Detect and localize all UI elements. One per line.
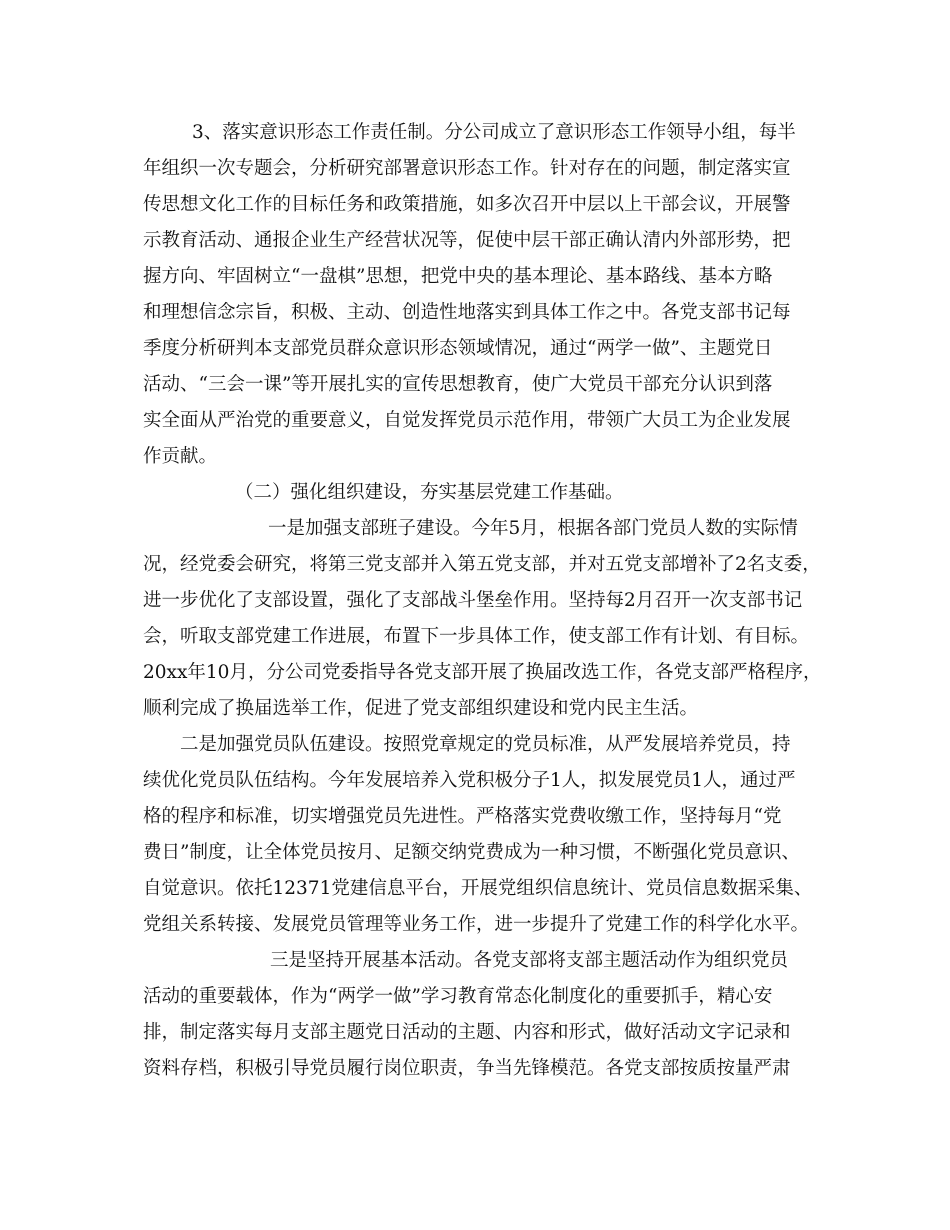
text-line: 年组织一次专题会，分析研究部署意识形态工作。针对存在的问题，制定落实宣 [143,158,791,179]
text-line: 自觉意识。依托12371党建信息平台，开展党组织信息统计、党员信息数据采集、 [143,878,813,899]
text-line: 排，制定落实每月支部主题党日活动的主题、内容和形式，做好活动文字记录和 [143,1022,791,1043]
text-line: 会，听取支部党建工作进展，布置下一步具体工作，使支部工作有计划、有目标。 [143,626,810,647]
text-line: 况，经党委会研究，将第三党支部并入第五党支部，并对五党支部增补了2名支委， [143,554,821,575]
text-line: 握方向、牢固树立“一盘棋”思想，把党中央的基本理论、基本路线、基本方略 [143,266,773,287]
text-line: 活动、“三会一课”等开展扎实的宣传思想教育，使广大党员干部充分认识到落 [143,374,773,395]
text-line: 三是坚持开展基本活动。各党支部将支部主题活动作为组织党员 [270,950,789,971]
text-line: 续优化党员队伍结构。今年发展培养入党积极分子1人，拟发展党员1人，通过严 [143,770,796,791]
text-line: 资料存档，积极引导党员履行岗位职责，争当先锋模范。各党支部按质按量严肃 [143,1058,791,1079]
text-line: 传思想文化工作的目标任务和政策措施，如多次召开中层以上干部会议，开展警 [143,194,791,215]
text-line: 3、落实意识形态工作责任制。分公司成立了意识形态工作领导小组，每半 [192,122,796,143]
text-line: 进一步优化了支部设置，强化了支部战斗堡垒作用。坚持每2月召开一次支部书记 [143,590,803,611]
text-line: 作贡献。 [143,446,218,467]
text-line: 一是加强支部班子建设。今年5月，根据各部门党员人数的实际情 [268,518,798,539]
text-line: 党组关系转接、发展党员管理等业务工作，进一步提升了党建工作的科学化水平。 [143,914,810,935]
text-line: 顺利完成了换届选举工作，促进了党支部组织建设和党内民主生活。 [143,698,699,719]
text-line: 和理想信念宗旨，积极、主动、创造性地落实到具体工作之中。各党支部书记每 [143,302,791,323]
text-line: 活动的重要载体，作为“两学一做”学习教育常态化制度化的重要抓手，精心安 [143,986,773,1007]
section-heading: （二）强化组织建设，夯实基层党建工作基础。 [235,482,624,503]
text-line: 格的程序和标准，切实增强党员先进性。严格落实党费收缴工作，坚持每月“党 [143,806,782,827]
text-line: 实全面从严治党的重要意义，自觉发挥党员示范作用，带领广大员工为企业发展 [143,410,791,431]
text-line: 季度分析研判本支部党员群众意识形态领域情况，通过“两学一做”、主题党日 [143,338,773,359]
text-line: 20xx年10月，分公司党委指导各党支部开展了换届改选工作，各党支部严格程序， [143,662,822,683]
text-line: 二是加强党员队伍建设。按照党章规定的党员标准，从严发展培养党员，持 [180,734,791,755]
text-line: 费日”制度，让全体党员按月、足额交纳党费成为一种习惯，不断强化党员意识、 [143,842,800,863]
text-line: 示教育活动、通报企业生产经营状况等，促使中层干部正确认清内外部形势，把 [143,230,791,251]
